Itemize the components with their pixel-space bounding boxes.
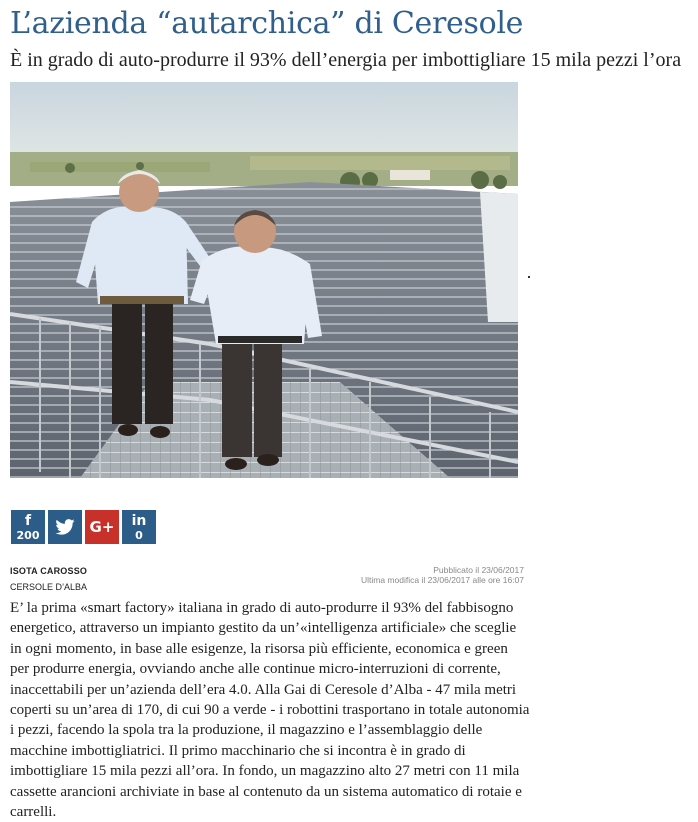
article-headline: L’azienda “autarchica” di Ceresole — [10, 6, 524, 41]
article-body: E’ la prima «smart factory» italiana in grado di auto-produrre il 93% del fabbisogno energetico, attraverso un impianto gestito da un’«intelligenza artificiale» che sceglie in ogni momento, in base alle esigenze, la risorsa più efficiente, economica e green per produrre energia, ovviando anche alle continue micro-interruzioni di corrente, inaccettabili per un’azienda dell’era 4.0. Alla Gai di Ceresole d’Alba - 47 mila metri coperti su un’area di 170, di cui 90 a verde - i robottini trasportano in totale autonomia i pezzi, facendo la spola tra la produzione, il magazzino e l’assemblaggio delle macchine imbottigliatrici. Il primo macchinario che si incontra è in grado di imbottigliare 15 mila pezzi all’ora. In fondo, un magazzino alto 27 metri con 11 mila cassette arancioni archiviate in base al contenuto da un sistema automatico di rotaie e carrelli. — [10, 600, 530, 821]
stray-dot — [528, 276, 530, 278]
article-subhead: È in grado di auto-produrre il 93% dell’energia per imbottigliare 15 mila pezzi l’ora — [10, 49, 682, 71]
modified-date: Ultima modifica il 23/06/2017 alle ore 16:07 — [360, 575, 524, 585]
article-photo — [10, 82, 518, 478]
facebook-icon: f — [24, 513, 32, 529]
twitter-icon — [55, 519, 75, 535]
google-plus-icon: G+ — [89, 518, 115, 536]
facebook-share-count: 200 — [16, 529, 40, 542]
share-googleplus-button[interactable] — [85, 510, 119, 544]
linkedin-icon: in — [131, 513, 147, 529]
dateline-place: CERSOLE D’ALBA — [10, 582, 88, 592]
share-linkedin-button[interactable] — [122, 510, 156, 544]
linkedin-share-count: 0 — [135, 529, 143, 542]
published-date: Pubblicato il 23/06/2017 — [433, 565, 524, 575]
share-bar — [11, 510, 156, 544]
share-facebook-button[interactable] — [11, 510, 45, 544]
author-name[interactable]: ISOTA CAROSSO — [10, 566, 88, 576]
author-block — [10, 565, 87, 593]
share-twitter-button[interactable] — [48, 510, 82, 544]
date-block — [361, 565, 524, 585]
